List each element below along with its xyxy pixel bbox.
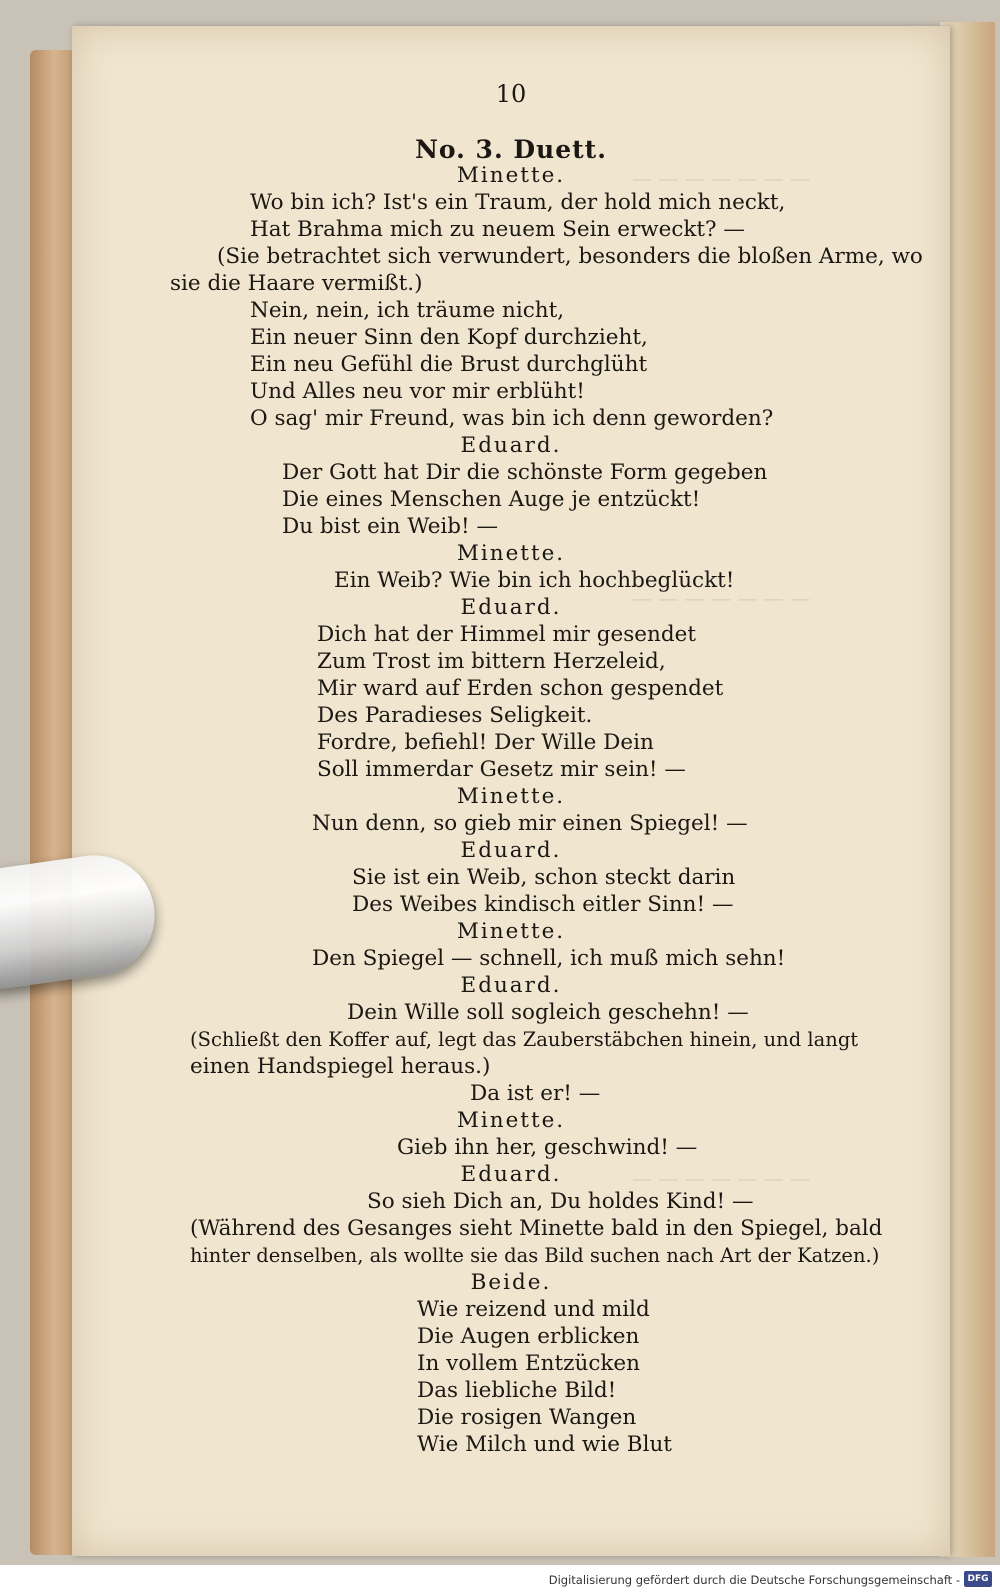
stage-direction: (Sie betrachtet sich verwundert, besonders die bloßen Arme, wo bbox=[217, 244, 923, 269]
show-through-text: — — — — — — — bbox=[632, 586, 811, 610]
verse-line: Fordre, befiehl! Der Wille Dein bbox=[317, 730, 654, 755]
speaker-label: Minette. bbox=[456, 163, 566, 188]
verse-line: Soll immerdar Gesetz mir sein! — bbox=[317, 757, 686, 782]
verse-line: Das liebliche Bild! bbox=[417, 1378, 617, 1403]
verse-line: So sieh Dich an, Du holdes Kind! — bbox=[367, 1189, 754, 1214]
verse-line: Sie ist ein Weib, schon steckt darin bbox=[352, 865, 736, 890]
speaker-label: Minette. bbox=[456, 919, 566, 944]
verse-line: Ein neuer Sinn den Kopf durchzieht, bbox=[250, 325, 648, 350]
verse-line: Nun denn, so gieb mir einen Spiegel! — bbox=[312, 811, 748, 836]
verse-line: Des Paradieses Seligkeit. bbox=[317, 703, 593, 728]
verse-line: Des Weibes kindisch eitler Sinn! — bbox=[352, 892, 734, 917]
speaker-label: Minette. bbox=[456, 784, 566, 809]
stage-direction: sie die Haare vermißt.) bbox=[170, 271, 423, 296]
digitization-credit: Digitalisierung gefördert durch die Deutsche Forschungsgemeinschaft - bbox=[548, 1573, 960, 1587]
speaker-label: Eduard. bbox=[460, 973, 562, 998]
verse-line: Zum Trost im bittern Herzeleid, bbox=[317, 649, 666, 674]
verse-line: Die rosigen Wangen bbox=[417, 1405, 637, 1430]
verse-line: Gieb ihn her, geschwind! — bbox=[397, 1135, 698, 1160]
verse-line: Mir ward auf Erden schon gespendet bbox=[317, 676, 724, 701]
verse-line: Da ist er! — bbox=[470, 1081, 601, 1106]
page-text bbox=[72, 26, 950, 1556]
show-through-text: — — — — — — — bbox=[632, 1166, 811, 1190]
verse-line: Nein, nein, ich träume nicht, bbox=[250, 298, 565, 323]
speaker-label: Beide. bbox=[470, 1270, 552, 1295]
verse-line: Dein Wille soll sogleich geschehn! — bbox=[347, 1000, 749, 1025]
speaker-label: Minette. bbox=[456, 541, 566, 566]
verse-line: Die Augen erblicken bbox=[417, 1324, 640, 1349]
speaker-label: Minette. bbox=[456, 1108, 566, 1133]
page-number: 10 bbox=[495, 80, 527, 108]
verse-line: Und Alles neu vor mir erblüht! bbox=[250, 379, 585, 404]
dfg-logo: DFG bbox=[964, 1571, 992, 1587]
stage-direction: (Während des Gesanges sieht Minette bald in den Spiegel, bald bbox=[190, 1216, 883, 1241]
speaker-label: Eduard. bbox=[460, 838, 562, 863]
speaker-label: Eduard. bbox=[460, 595, 562, 620]
section-heading: No. 3. Duett. bbox=[415, 135, 607, 164]
verse-line: In vollem Entzücken bbox=[417, 1351, 640, 1376]
verse-line: Ein Weib? Wie bin ich hochbeglückt! bbox=[334, 568, 735, 593]
stage-direction: einen Handspiegel heraus.) bbox=[190, 1054, 491, 1079]
verse-line: Du bist ein Weib! — bbox=[282, 514, 499, 539]
verse-line: Wie reizend und mild bbox=[417, 1297, 650, 1322]
verse-line: Den Spiegel — schnell, ich muß mich sehn! bbox=[312, 946, 786, 971]
verse-line: Wo bin ich? Ist's ein Traum, der hold mich neckt, bbox=[250, 190, 786, 215]
verse-line: O sag' mir Freund, was bin ich denn geworden? bbox=[250, 406, 774, 431]
verse-line: Die eines Menschen Auge je entzückt! bbox=[282, 487, 701, 512]
show-through-text: — — — — — — — bbox=[632, 166, 811, 190]
book-page bbox=[72, 26, 950, 1556]
verse-line: Ein neu Gefühl die Brust durchglüht bbox=[250, 352, 648, 377]
verse-line: Der Gott hat Dir die schönste Form gegeben bbox=[282, 460, 768, 485]
stage-direction: (Schließt den Koffer auf, legt das Zauberstäbchen hinein, und langt bbox=[190, 1028, 859, 1051]
speaker-label: Eduard. bbox=[460, 1162, 562, 1187]
verse-line: Hat Brahma mich zu neuem Sein erweckt? — bbox=[250, 217, 745, 242]
stage-direction: hinter denselben, als wollte sie das Bild suchen nach Art der Katzen.) bbox=[190, 1244, 880, 1267]
speaker-label: Eduard. bbox=[460, 433, 562, 458]
verse-line: Dich hat der Himmel mir gesendet bbox=[317, 622, 697, 647]
verse-line: Wie Milch und wie Blut bbox=[417, 1432, 672, 1457]
